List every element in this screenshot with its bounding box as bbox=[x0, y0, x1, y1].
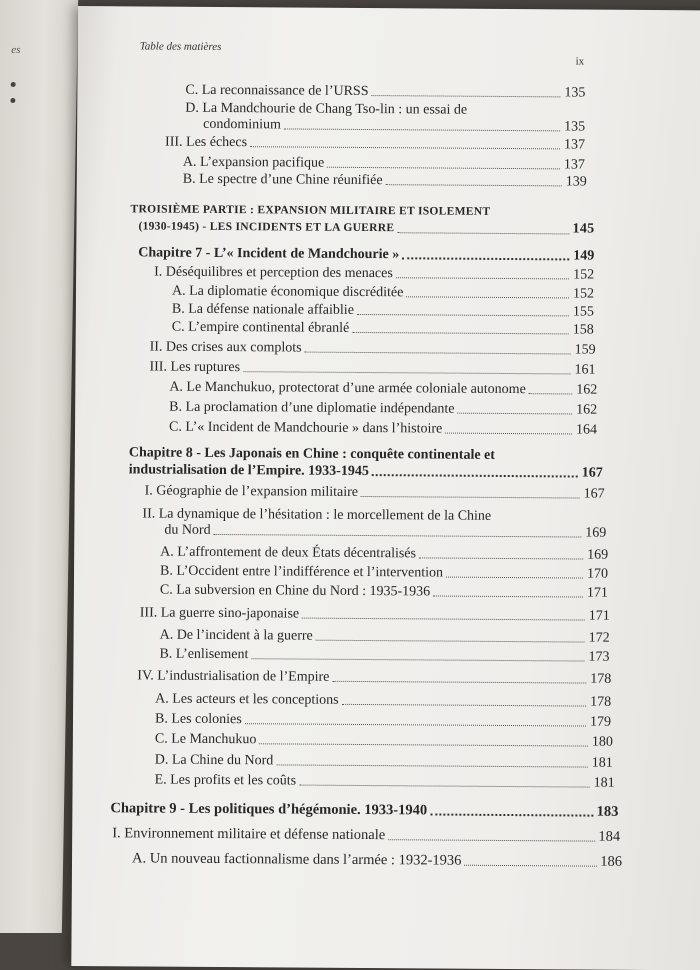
toc-entry bbox=[145, 483, 605, 501]
toc-entry-label: B. La défense nationale affaiblie bbox=[171, 301, 354, 318]
toc-entry-page: 181 bbox=[591, 755, 613, 771]
toc-entry-page: 137 bbox=[563, 157, 585, 173]
toc-entry-page: 173 bbox=[588, 649, 610, 665]
toc-entry-label: I. Déséquilibres et perception des menaces bbox=[154, 264, 393, 282]
toc-leader bbox=[464, 864, 597, 867]
toc-entry bbox=[183, 155, 585, 173]
toc-entry-label: III. La guerre sino-japonaise bbox=[139, 605, 300, 622]
toc-leader bbox=[372, 473, 578, 477]
left-page-mark bbox=[10, 98, 15, 103]
toc-leader bbox=[396, 276, 569, 279]
toc-entry-page: 155 bbox=[572, 304, 594, 320]
toc-leader bbox=[259, 742, 588, 746]
toc-leader bbox=[327, 166, 560, 170]
toc-entry bbox=[183, 172, 587, 190]
toc-entry-label: condominium bbox=[203, 116, 282, 133]
toc-leader bbox=[276, 763, 587, 767]
toc-entry bbox=[159, 647, 609, 665]
toc-entry-label: industrialisation de l’Empire. 1933-1945 bbox=[128, 462, 369, 480]
toc-entry-page: 169 bbox=[587, 547, 609, 563]
toc-entry-page: 152 bbox=[572, 286, 595, 302]
toc-entry-label: Chapitre 9 - Les politiques d’hégémonie. 1933-1940 bbox=[110, 800, 428, 819]
toc-entry-label: B. La proclamation d’une diplomatie indépendante bbox=[169, 399, 455, 417]
chapter-entry bbox=[138, 245, 594, 263]
toc-entry-label: C. L’empire continental ébranlé bbox=[171, 319, 350, 336]
toc-leader bbox=[332, 680, 586, 684]
toc-entry-label: Chapitre 7 - L’« Incident de Mandchourie » bbox=[138, 245, 400, 263]
toc-leader bbox=[342, 703, 587, 707]
toc-entry-label: E. Les profits et les coûts bbox=[154, 772, 297, 789]
toc-entry bbox=[155, 692, 611, 710]
toc-entry-label: du Nord bbox=[164, 522, 211, 538]
toc-leader bbox=[352, 331, 568, 335]
toc-entry-label: A. L’affrontement de deux États décentralisés bbox=[160, 544, 417, 562]
toc-leader bbox=[305, 351, 571, 355]
toc-entry-label: C. Le Manchukuo bbox=[154, 731, 257, 748]
part-title: TROISIÈME PARTIE : EXPANSION MILITAIRE ET ISOLEMENT bbox=[130, 203, 491, 218]
toc-entry-label: A. Un nouveau factionnalisme dans l’armée : 1932-1936 bbox=[131, 850, 462, 869]
left-page-edge bbox=[0, 0, 78, 933]
toc-entry bbox=[155, 753, 613, 771]
book-page bbox=[71, 6, 700, 970]
toc-entry-label: C. La reconnaissance de l’URSS bbox=[185, 82, 369, 100]
toc-entry-label: III. Les ruptures bbox=[149, 359, 241, 376]
toc-entry-page: 181 bbox=[593, 775, 615, 791]
toc-entry-page: 178 bbox=[590, 694, 612, 710]
toc-entry-label: B. L’Occident entre l’indifférence et l’intervention bbox=[160, 563, 444, 581]
toc-entry-page: 164 bbox=[575, 422, 598, 438]
toc-entry-page: 158 bbox=[572, 322, 594, 338]
toc-leader bbox=[243, 370, 570, 374]
toc-leader bbox=[251, 657, 584, 661]
toc-entry-page: 145 bbox=[572, 221, 595, 237]
toc-entry-page: 180 bbox=[591, 734, 613, 750]
toc-entry bbox=[160, 564, 608, 582]
toc-entry-label: B. Les colonies bbox=[154, 711, 242, 728]
toc-leader bbox=[372, 94, 561, 97]
toc-leader bbox=[433, 594, 583, 597]
toc-entry-page: 178 bbox=[590, 671, 612, 687]
chapter-entry bbox=[110, 801, 618, 820]
toc-leader bbox=[361, 495, 580, 499]
toc-entry-page: 179 bbox=[589, 714, 612, 730]
chapter-entry bbox=[129, 462, 603, 480]
running-header-page-number: ix bbox=[575, 55, 585, 68]
toc-entry bbox=[154, 265, 594, 283]
toc-entry-page: 159 bbox=[574, 342, 596, 358]
toc-leader bbox=[284, 127, 560, 131]
toc-entry-page: 169 bbox=[585, 525, 607, 541]
left-page-mark bbox=[11, 82, 16, 87]
toc-leader bbox=[458, 412, 573, 415]
toc-entry bbox=[185, 83, 585, 101]
toc-entry bbox=[169, 400, 597, 418]
toc-leader bbox=[316, 639, 585, 643]
toc-leader bbox=[302, 617, 585, 621]
toc-entry-label: C. L’« Incident de Mandchourie » dans l’histoire bbox=[169, 419, 443, 437]
toc-entry-page: 135 bbox=[564, 85, 586, 101]
toc-entry-page: 172 bbox=[588, 630, 610, 646]
toc-leader bbox=[245, 722, 586, 726]
toc-entry-page: 167 bbox=[581, 465, 603, 481]
toc-leader bbox=[529, 392, 573, 394]
toc-entry-label: B. L’enlisement bbox=[159, 646, 249, 663]
toc-entry bbox=[172, 302, 594, 320]
toc-entry-label: IV. L’industrialisation de l’Empire bbox=[137, 668, 330, 685]
toc-entry bbox=[155, 732, 613, 750]
toc-entry bbox=[140, 605, 610, 623]
toc-entry-page: 161 bbox=[574, 362, 596, 378]
toc-entry-page: 171 bbox=[586, 585, 608, 601]
toc-leader bbox=[445, 432, 572, 435]
toc-leader bbox=[446, 576, 583, 579]
toc-entry bbox=[172, 320, 594, 338]
chapter-title: Chapitre 8 - Les Japonais en Chine : conquête continentale et bbox=[128, 445, 496, 463]
toc-entry bbox=[155, 773, 615, 791]
toc-entry bbox=[149, 360, 595, 378]
toc-leader bbox=[214, 533, 582, 538]
table-of-contents bbox=[71, 6, 678, 970]
toc-entry bbox=[203, 117, 585, 135]
toc-leader bbox=[357, 313, 569, 316]
toc-entry-page: 152 bbox=[573, 267, 595, 283]
toc-entry bbox=[160, 583, 608, 601]
toc-entry bbox=[132, 851, 622, 869]
toc-entry bbox=[164, 523, 606, 541]
toc-leader bbox=[250, 145, 560, 149]
toc-leader bbox=[299, 784, 589, 788]
toc-entry bbox=[169, 380, 597, 398]
toc-entry-label: III. Les échecs bbox=[164, 134, 248, 151]
toc-entry-label: C. La subversion en Chine du Nord : 1935-1936 bbox=[159, 582, 431, 600]
toc-entry bbox=[160, 628, 610, 646]
toc-entry-label: D. La Mandchourie de Chang Tso-lin : un essai de bbox=[185, 100, 468, 118]
toc-entry-page: 135 bbox=[564, 119, 586, 135]
toc-entry-page: 139 bbox=[565, 174, 587, 190]
left-page-header-fragment: es bbox=[11, 44, 21, 56]
toc-entry-page: 167 bbox=[583, 486, 605, 502]
toc-entry-page: 171 bbox=[588, 608, 610, 624]
toc-entry-page: 170 bbox=[586, 566, 609, 582]
toc-entry-label: I. Géographie de l’expansion militaire bbox=[144, 483, 359, 500]
toc-entry bbox=[150, 340, 596, 358]
toc-entry-label: II. Des crises aux complots bbox=[149, 339, 302, 356]
toc-entry-label: A. Les acteurs et les conceptions bbox=[155, 691, 339, 708]
toc-entry-page: 184 bbox=[598, 828, 621, 845]
toc-leader bbox=[386, 183, 562, 186]
toc-entry bbox=[169, 420, 597, 438]
toc-entry bbox=[138, 218, 594, 237]
toc-entry-label: A. La diplomatie économique discréditée bbox=[171, 283, 404, 301]
toc-entry bbox=[160, 545, 608, 563]
toc-entry-label: I. Environnement militaire et défense nationale bbox=[112, 825, 386, 844]
toc-leader bbox=[406, 295, 569, 298]
toc-leader bbox=[430, 812, 593, 816]
toc-entry-label: D. La Chine du Nord bbox=[154, 752, 274, 769]
toc-entry-page: 183 bbox=[596, 803, 619, 820]
toc-entry-page: 137 bbox=[563, 137, 586, 153]
toc-entry-page: 162 bbox=[576, 402, 598, 418]
toc-entry bbox=[137, 668, 611, 686]
toc-entry-page: 149 bbox=[573, 248, 595, 264]
toc-leader bbox=[419, 556, 583, 559]
toc-leader bbox=[388, 838, 595, 841]
toc-leader bbox=[397, 231, 569, 234]
toc-entry bbox=[112, 826, 620, 845]
toc-entry bbox=[172, 284, 594, 302]
toc-entry-page: 162 bbox=[576, 382, 598, 398]
toc-entry-label: (1930-1945) - LES INCIDENTS ET LA GUERRE bbox=[138, 220, 395, 235]
running-header-title: Table des matières bbox=[139, 40, 222, 54]
toc-entry-label: B. Le spectre d’une Chine réunifiée bbox=[182, 171, 383, 189]
toc-entry-label: II. La dynamique de l’hésitation : le morcellement de la Chine bbox=[142, 506, 492, 524]
toc-entry-label: A. Le Manchukuo, protectorat d’une armée coloniale autonome bbox=[169, 379, 526, 398]
toc-entry bbox=[155, 712, 611, 730]
toc-entry-label: A. L’expansion pacifique bbox=[182, 154, 325, 171]
toc-entry-label: A. De l’incident à la guerre bbox=[159, 627, 313, 644]
toc-entry bbox=[165, 135, 585, 153]
toc-leader bbox=[402, 256, 569, 260]
toc-entry-page: 186 bbox=[600, 853, 623, 870]
